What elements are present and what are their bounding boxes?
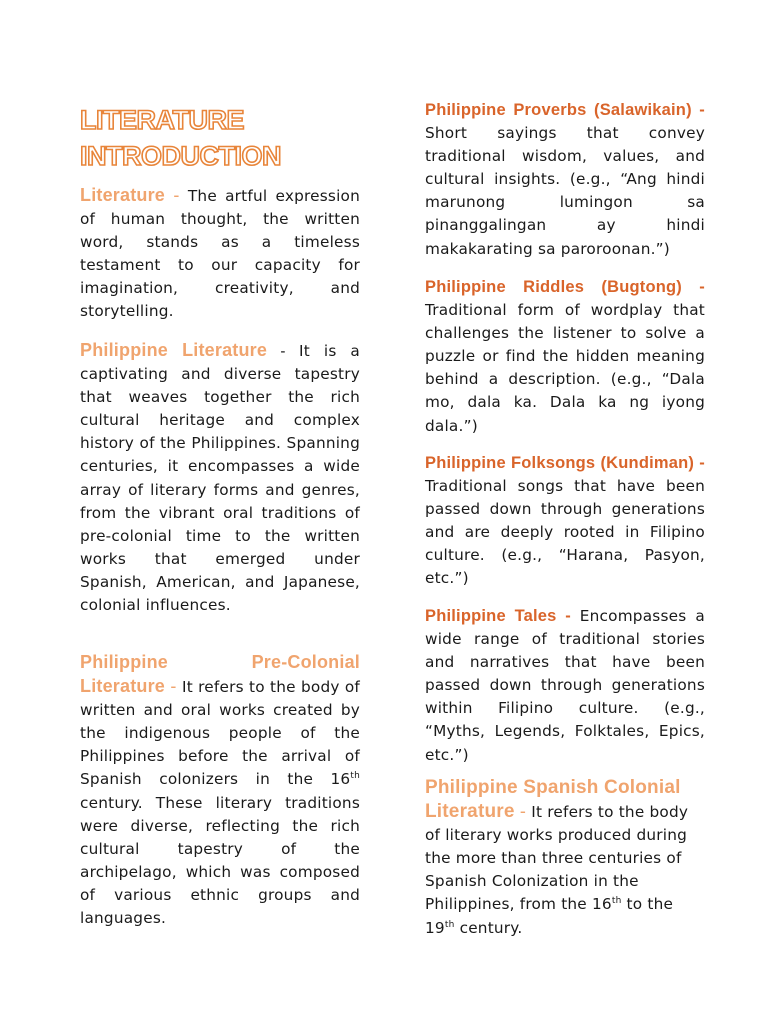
ordinal-suffix: th bbox=[444, 919, 455, 930]
ordinal-suffix: th bbox=[611, 896, 622, 907]
definition-folksongs: Traditional songs that have been passed down through generations and are deeply rooted in Filipino culture. (e.g., “Harana, Pasyon, etc.”) bbox=[425, 477, 705, 588]
definition-proverbs: Short sayings that convey traditional wisdom, values, and cultural insights. (e.g., “Ang hindi marunong lumingon sa pinanggalingan ay hindi makakarating sa paroroonan.”) bbox=[425, 124, 705, 258]
term-proverbs: Philippine Proverbs (Salawikain) bbox=[425, 101, 692, 119]
entry-pre-colonial-literature bbox=[80, 651, 360, 930]
entry-proverbs bbox=[425, 99, 705, 261]
term-folksongs: Philippine Folksongs (Kundiman) bbox=[425, 454, 695, 472]
term-separator: - bbox=[267, 343, 300, 360]
entry-spanish-colonial-literature bbox=[425, 776, 705, 940]
definition-literature: The artful expression of human thought, the written word, stands as a timeless testament to our capacity for imagination, creativity, and storytelling. bbox=[80, 187, 360, 321]
page-title bbox=[80, 102, 281, 174]
entry-philippine-literature bbox=[80, 339, 360, 617]
title-line-1: LITERATURE bbox=[80, 105, 244, 135]
definition-spanish-colonial-3: century. bbox=[454, 918, 523, 937]
term-spanish-colonial-literature: Philippine Spanish Colonial Literature bbox=[425, 777, 681, 823]
term-separator: - bbox=[694, 454, 705, 472]
definition-riddles: Traditional form of wordplay that challenges the listener to solve a puzzle or find the hidden meaning behind a description. (e.g., “Dala mo, dala ka. Dala ka ng iyong dala.”) bbox=[425, 301, 705, 435]
definition-spanish-colonial-2: to the 19 bbox=[425, 895, 674, 937]
definition-tales: Encompasses a wide range of traditional stories and narratives that have been passed down through generations within Filipino culture. (e.g., “Myths, Legends, Folktales, Epics, etc.”) bbox=[425, 607, 706, 764]
title-line-2: INTRODUCTION bbox=[80, 141, 281, 171]
term-tales: Philippine Tales bbox=[425, 607, 557, 625]
entry-folksongs bbox=[425, 452, 705, 591]
term-pre-colonial-literature: Philippine Pre-Colonial Literature bbox=[80, 652, 360, 697]
definition-pre-colonial-2: century. These literary traditions were diverse, reflecting the rich cultural tapestry of the archipelago, which was composed of various ethnic groups and languages. bbox=[80, 793, 360, 928]
definition-pre-colonial-1: It refers to the body of written and oral works created by the indigenous people of the Philippines before the arrival of Spanish colonizers in the 16 bbox=[80, 678, 360, 789]
term-literature: Literature bbox=[80, 185, 166, 205]
term-philippine-literature: Philippine Literature bbox=[80, 340, 268, 360]
term-separator: - bbox=[682, 278, 705, 296]
entry-riddles bbox=[425, 276, 705, 438]
ordinal-suffix: th bbox=[350, 771, 360, 782]
entry-tales bbox=[425, 605, 705, 767]
definition-philippine-literature: It is a captivating and diverse tapestry that weaves together the rich cultural heritage and complex history of the Philippines. Spanning centuries, it encompasses a wide array of literary forms and genres, from the vibrant oral traditions of pre-colonial time to the written works that emerged under Spanish, American, and Japanese, colonial influences. bbox=[80, 342, 360, 615]
definition-spanish-colonial-1: It refers to the body of literary works produced during the more than three centuries of Spanish Colonization in the Philippines, from the 16 bbox=[425, 803, 689, 914]
term-separator: - bbox=[165, 676, 182, 697]
term-separator: - bbox=[514, 801, 532, 822]
term-separator: - bbox=[691, 101, 705, 119]
term-riddles: Philippine Riddles (Bugtong) bbox=[425, 278, 683, 296]
term-separator: - bbox=[556, 607, 580, 625]
entry-literature bbox=[80, 184, 360, 324]
term-separator: - bbox=[165, 185, 188, 205]
